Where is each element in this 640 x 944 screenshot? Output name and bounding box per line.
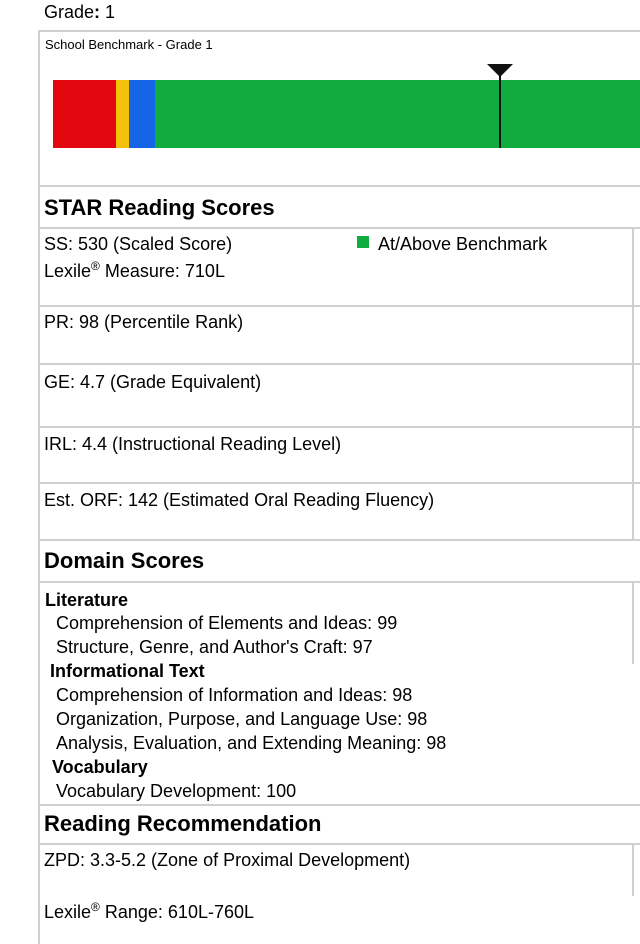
divider [38,581,640,583]
divider [38,30,640,32]
cell-border [632,427,634,482]
divider [38,843,640,845]
domain-score: Structure, Genre, and Author's Craft: 97 [56,637,373,657]
vocabulary-heading: Vocabulary [52,757,148,777]
cell-border [632,582,634,664]
star-section-title: STAR Reading Scores [44,195,275,220]
cell-border [632,844,634,896]
domain-score: Vocabulary Development: 100 [56,781,297,801]
percentile-rank: PR: 98 (Percentile Rank) [44,312,244,332]
benchmark-bar-urgent [53,80,116,148]
grade-label: Grade: 1 [44,2,116,22]
domain-score: Organization, Purpose, and Language Use: 98 [56,709,428,729]
literature-heading: Literature [45,590,129,610]
divider [38,305,640,307]
instructional-reading-level: IRL: 4.4 (Instructional Reading Level) [44,434,342,454]
recommendation-section-title: Reading Recommendation [44,811,322,836]
divider [38,804,640,806]
divider [38,426,640,428]
domain-score: Comprehension of Information and Ideas: 98 [56,685,413,705]
lexile-range: Lexile® Range: 610L-760L [44,900,254,922]
domain-score: Comprehension of Elements and Ideas: 99 [56,613,398,633]
scaled-score: SS: 530 (Scaled Score) [44,234,233,254]
informational-text-heading: Informational Text [50,661,205,681]
divider [38,363,640,365]
lexile-measure: Lexile® Measure: 710L [44,259,225,281]
divider [38,482,640,484]
benchmark-legend-swatch [357,236,369,248]
report-frame [38,30,640,944]
divider [38,185,640,187]
cell-border [632,364,634,426]
benchmark-bar-intervention [116,80,129,148]
domain-score: Analysis, Evaluation, and Extending Meaning: 98 [56,733,447,753]
divider [38,539,640,541]
benchmark-bar-watch [129,80,155,148]
domain-section-title: Domain Scores [44,548,205,573]
grade-equivalent: GE: 4.7 (Grade Equivalent) [44,372,262,392]
benchmark-legend-label: At/Above Benchmark [378,234,548,254]
divider [38,227,640,229]
zpd-range: ZPD: 3.3-5.2 (Zone of Proximal Development) [44,850,411,870]
cell-border [632,483,634,539]
benchmark-marker-line [499,74,501,148]
cell-border [632,306,634,363]
benchmark-bar-above [155,80,640,148]
cell-border [632,228,634,305]
benchmark-title: School Benchmark - Grade 1 [45,37,213,52]
oral-reading-fluency: Est. ORF: 142 (Estimated Oral Reading Fluency) [44,490,435,510]
